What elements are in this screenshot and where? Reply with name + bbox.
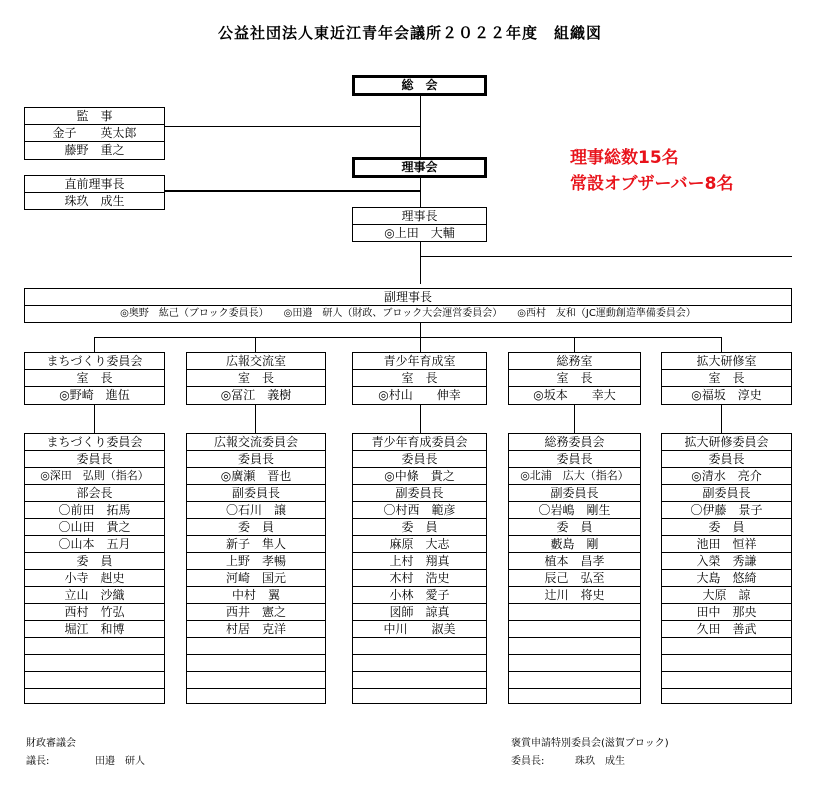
committee-link-5	[721, 404, 722, 434]
general-assembly-box	[352, 75, 487, 96]
award-committee-label: 褒賞申請特別委員会(滋賀ブロック)	[511, 738, 669, 749]
note-line: 理事総数15名	[570, 148, 679, 168]
committee-name: 総務委員会	[509, 434, 640, 451]
office-bus-line	[94, 337, 721, 338]
office-role: 室 長	[25, 370, 164, 387]
committee-member-row: 堀江 和博	[25, 621, 164, 638]
office-box	[508, 352, 641, 405]
committee-member-row	[509, 621, 640, 638]
office-head: ◎村山 伸幸	[378, 388, 461, 402]
committee-member-row	[353, 655, 486, 672]
committee-member-row: 麻原 大志	[353, 536, 486, 553]
committee-member-row	[662, 672, 791, 689]
general-assembly-label: 総 会	[401, 78, 438, 92]
committee-member-row: 新子 隼人	[187, 536, 325, 553]
committee-member-row	[509, 672, 640, 689]
office-drop-2	[255, 337, 256, 353]
committee-member-row	[509, 655, 640, 672]
office-drop-4	[574, 337, 575, 353]
board-label: 理事会	[401, 160, 438, 174]
committee-member-row: 大原 諒	[662, 587, 791, 604]
committee-box	[661, 433, 792, 704]
page-title: 公益社団法人東近江青年会議所２０２２年度 組織図	[217, 24, 602, 42]
auditor-connector	[164, 126, 420, 127]
committee-box	[186, 433, 326, 704]
auditor-member: 金子 英太郎	[25, 125, 164, 142]
committee-member-row: 久田 善武	[662, 621, 791, 638]
finance-council-label: 財政審議会	[26, 738, 76, 749]
finance-council-chair-name: 田邉 研人	[95, 756, 145, 767]
committee-link-3	[420, 404, 421, 434]
past-president-connector	[164, 190, 420, 192]
office-head: ◎福坂 淳史	[691, 388, 762, 402]
auditor-box	[24, 107, 165, 160]
committee-member-row: 中村 翼	[187, 587, 325, 604]
office-head: ◎野崎 進伍	[59, 388, 130, 402]
committee-link-2	[255, 404, 256, 434]
committee-member-row: 辻川 将史	[509, 587, 640, 604]
office-name: 総務室	[509, 353, 640, 370]
committee-member-row: 図師 諒真	[353, 604, 486, 621]
committee-member-row: 上野 孝暢	[187, 553, 325, 570]
committee-member-row	[25, 655, 164, 672]
committee-box	[352, 433, 487, 704]
committee-member-row: 委 員	[187, 519, 325, 536]
office-name: まちづくり委員会	[25, 353, 164, 370]
committee-link-4	[574, 404, 575, 434]
office-box	[661, 352, 792, 405]
committee-member-row	[509, 604, 640, 621]
office-name: 青少年育成室	[353, 353, 486, 370]
committee-member-row: 小寺 赳史	[25, 570, 164, 587]
committee-member-row	[25, 638, 164, 655]
auditor-header: 監 事	[25, 108, 164, 125]
committee-member-row	[662, 689, 791, 705]
committee-member-row	[509, 638, 640, 655]
office-head: ◎坂本 幸大	[533, 388, 616, 402]
committee-member-row: 〇石川 譲	[187, 502, 325, 519]
committee-member-row	[187, 638, 325, 655]
committee-member-row: 委員長	[662, 451, 791, 468]
committee-member-row: 〇山本 五月	[25, 536, 164, 553]
committee-member-row: 小林 愛子	[353, 587, 486, 604]
committee-name: 青少年育成委員会	[353, 434, 486, 451]
committee-member-row: 〇村西 範彦	[353, 502, 486, 519]
committee-member-row: 木村 浩史	[353, 570, 486, 587]
committee-member-row: 委 員	[509, 519, 640, 536]
committee-member-row: 委員長	[353, 451, 486, 468]
committee-member-row: 上村 翔真	[353, 553, 486, 570]
committee-member-row: 副委員長	[662, 485, 791, 502]
committee-member-row: ◎廣瀬 晋也	[187, 468, 325, 485]
office-role: 室 長	[509, 370, 640, 387]
committee-member-row: 副委員長	[187, 485, 325, 502]
office-name: 拡大研修室	[662, 353, 791, 370]
committee-member-row	[187, 672, 325, 689]
president-name: ◎上田 大輔	[384, 226, 455, 240]
committee-member-row: 委員長	[187, 451, 325, 468]
committee-member-row: ◎清水 亮介	[662, 468, 791, 485]
committee-member-row: 委 員	[662, 519, 791, 536]
committee-member-row: 大島 悠綺	[662, 570, 791, 587]
committee-member-row: ◎中條 貴之	[353, 468, 486, 485]
committee-member-row: 田中 那央	[662, 604, 791, 621]
auditor-member: 藤野 重之	[64, 143, 125, 157]
office-drop-1	[94, 337, 95, 353]
committee-member-row	[353, 638, 486, 655]
office-box	[24, 352, 165, 405]
committee-name: 広報交流委員会	[187, 434, 325, 451]
vice-president-members: ◎奥野 紘己（ブロック委員長） ◎田邉 研人（財政、ブロック大会運営委員会） ◎西村 友和（JC運動創造準備委員会）	[120, 308, 696, 319]
committee-member-row	[25, 672, 164, 689]
committee-member-row: 植本 昌孝	[509, 553, 640, 570]
committee-member-row	[662, 638, 791, 655]
committee-member-row: 委 員	[353, 519, 486, 536]
past-president-header: 直前理事長	[25, 176, 164, 193]
committee-member-row: ◎深田 弘則（指名）	[25, 468, 164, 485]
past-president-name: 珠玖 成生	[64, 194, 125, 208]
committee-member-row: 委 員	[25, 553, 164, 570]
office-drop-3	[420, 337, 421, 353]
vice-president-box	[24, 288, 792, 323]
committee-member-row	[353, 672, 486, 689]
vp-down-line	[420, 322, 421, 337]
office-box	[186, 352, 326, 405]
office-role: 室 長	[353, 370, 486, 387]
committee-member-row: 辰己 弘至	[509, 570, 640, 587]
office-role: 室 長	[662, 370, 791, 387]
committee-member-row	[187, 689, 325, 705]
committee-member-row	[509, 689, 640, 705]
board-box	[352, 157, 487, 178]
committee-member-row: 部会長	[25, 485, 164, 502]
committee-member-row: 河崎 国元	[187, 570, 325, 587]
director-count-note	[570, 145, 733, 197]
committee-member-row: 西井 憲之	[187, 604, 325, 621]
committee-member-row	[187, 655, 325, 672]
committee-member-row: 〇前田 拓馬	[25, 502, 164, 519]
award-committee-chair-name: 珠玖 成生	[575, 756, 625, 767]
observer-connector	[420, 256, 792, 257]
committee-member-row	[662, 655, 791, 672]
committee-member-row: 〇山田 貴之	[25, 519, 164, 536]
office-box	[352, 352, 487, 405]
committee-member-row: 委員長	[509, 451, 640, 468]
committee-link-1	[94, 404, 95, 434]
committee-box	[24, 433, 165, 704]
committee-member-row: 入榮 秀謙	[662, 553, 791, 570]
committee-member-row	[25, 689, 164, 705]
committee-member-row: 立山 沙織	[25, 587, 164, 604]
committee-member-row: 中川 淑美	[353, 621, 486, 638]
committee-member-row: 副委員長	[353, 485, 486, 502]
office-name: 広報交流室	[187, 353, 325, 370]
vice-president-header: 副理事長	[25, 289, 791, 306]
office-drop-5	[721, 337, 722, 353]
committee-member-row: 池田 恒祥	[662, 536, 791, 553]
committee-name: まちづくり委員会	[25, 434, 164, 451]
committee-name: 拡大研修委員会	[662, 434, 791, 451]
committee-member-row: 〇伊藤 景子	[662, 502, 791, 519]
award-committee-chair-label: 委員長:	[511, 756, 545, 767]
finance-council-chair-label: 議長:	[26, 756, 50, 767]
committee-member-row	[353, 689, 486, 705]
president-header: 理事長	[353, 208, 486, 225]
committee-member-row: 〇岩嶋 剛生	[509, 502, 640, 519]
past-president-box	[24, 175, 165, 210]
committee-member-row: ◎北浦 広大（指名）	[509, 468, 640, 485]
note-line: 常設オブザーバー8名	[570, 174, 734, 194]
committee-member-row: 村居 克洋	[187, 621, 325, 638]
committee-member-row: 藪島 剛	[509, 536, 640, 553]
committee-box	[508, 433, 641, 704]
committee-member-row: 委員長	[25, 451, 164, 468]
committee-member-row: 西村 竹弘	[25, 604, 164, 621]
office-role: 室 長	[187, 370, 325, 387]
committee-member-row: 副委員長	[509, 485, 640, 502]
president-box	[352, 207, 487, 242]
office-head: ◎冨江 義樹	[220, 388, 292, 402]
